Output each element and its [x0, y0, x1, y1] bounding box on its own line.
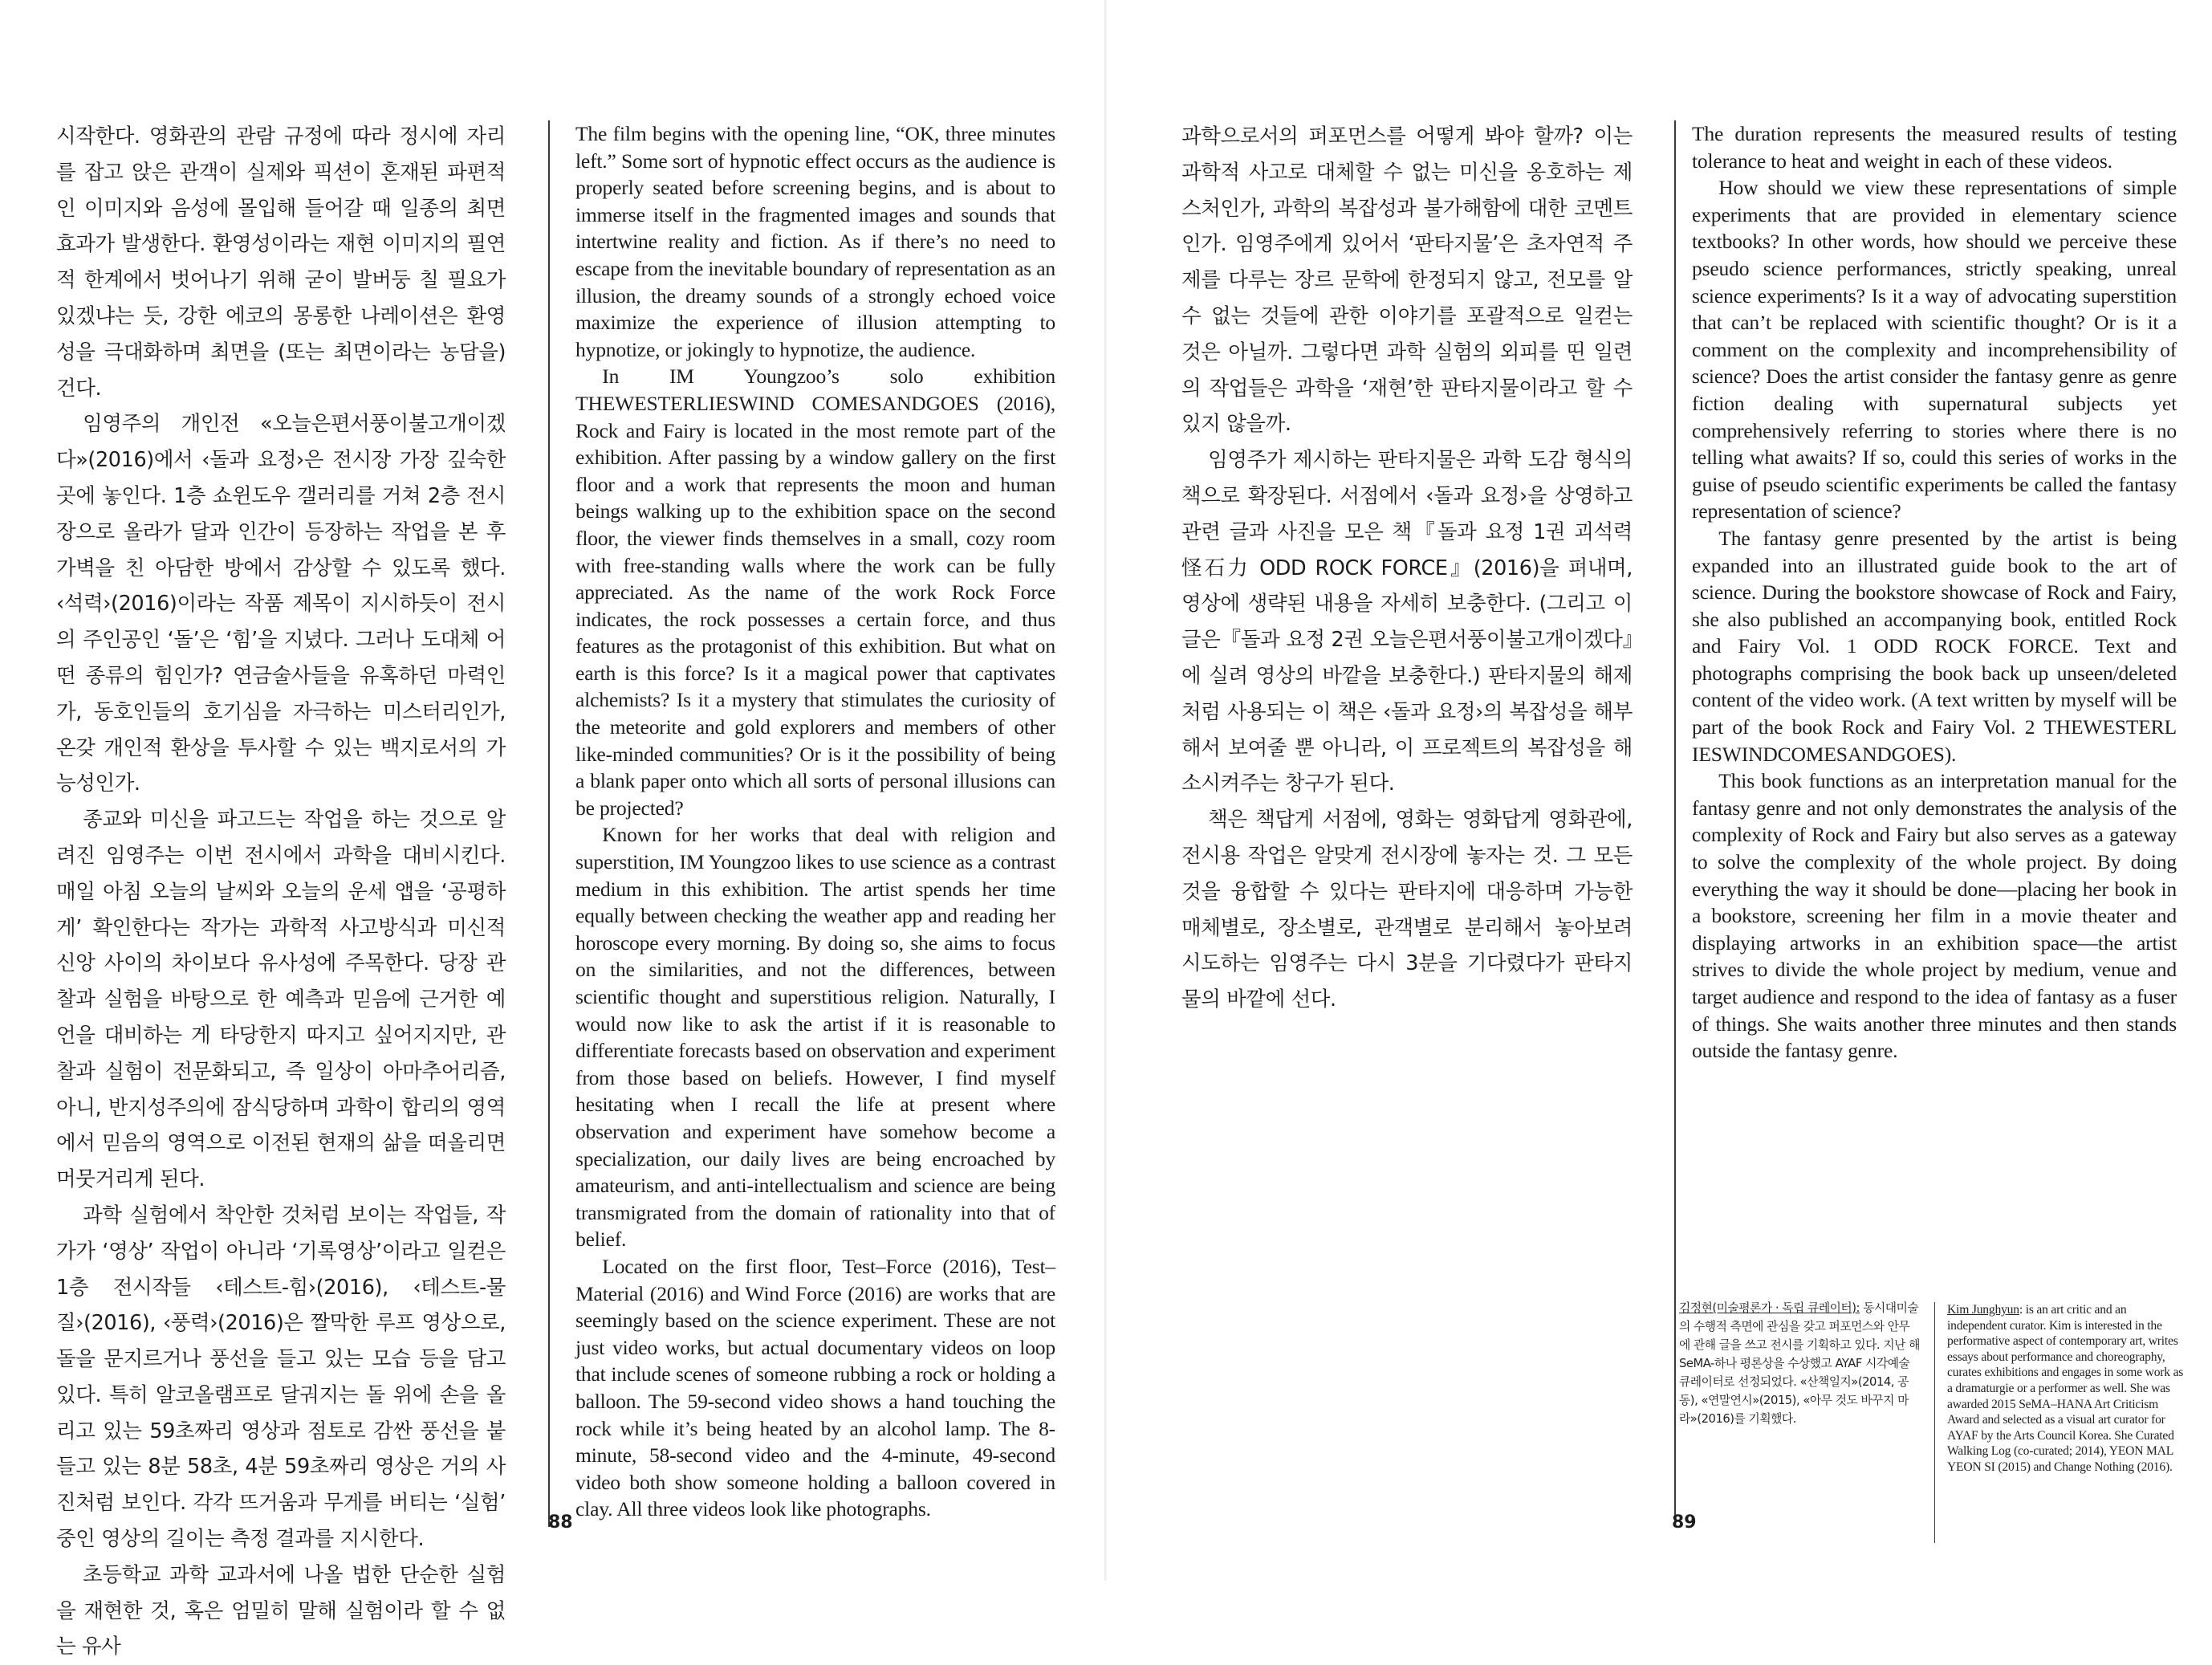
paragraph: In IM Youngzoo’s solo exhibition THEWESTERLIESWIND COMESANDGOES (2016), Rock and Fairy is located in the most remote part of the exhibition. After passing by a window gallery on the first floor and a work that represents the moon and human beings walking up to the exhibition space on the second floor, the viewer finds themselves in a small, cozy room with free-standing walls where the work can be fully appreciated. As the name of the work Rock Force indicates, the rock possesses a certain force, and thus features as the protagonist of this exhibition. But what on earth is this force? Is it a magical power that captivates alchemists? Is it a mystery that stimulates the curiosity of the meteorite and gold explorers and members of other like-minded communities? Or is it the possibility of being a blank paper onto which all sorts of personal illusions can be projected?	[575, 364, 1055, 820]
paragraph: 시작한다. 영화관의 관람 규정에 따라 정시에 자리를 잡고 앉은 관객이 실제와 픽션이 혼재된 파편적인 이미지와 음성에 몰입해 들어갈 때 일종의 최면 효과가 발생한다. 환영성이라는 재현 이미지의 필연적 한계에서 벗어나기 위해 굳이 발버둥 칠 필요가 있겠냐는 듯, 강한 에코의 몽롱한 나레이션은 환영성을 극대화하며 최면을 (또는 최면이라는 농담을) 건다.	[56, 124, 506, 401]
column-divider	[1674, 120, 1676, 1527]
paragraph: 임영주가 제시하는 판타지물은 과학 도감 형식의 책으로 확장된다. 서점에서 ‹돌과 요정›을 상영하고 관련 글과 사진을 모은 책『돌과 요정 1권 괴석력 怪石力 ODD ROCK FORCE』(2016)을 펴내며, 영상에 생략된 내용을 자세히 보충한다. (그리고 이 글은『돌과 요정 2권 오늘은편서풍이불고개이겠다』에 실려 영상의 바깥을 보충한다.) 판타지물의 해제처럼 사용되는 이 책은 ‹돌과 요정›의 복잡성을 해부해서 보여줄 뿐 아니라, 이 프로젝트의 복잡성을 해소시켜주는 창구가 된다.	[1181, 448, 1633, 796]
paragraph: How should we view these representations of simple experiments that are provided in elementary science textbooks? In other words, how should we perceive these pseudo science performances, strictly speaking, unreal science experiments? Is it a way of advocating superstition that can’t be replaced with scientific thought? Or is it a comment on the complexity and incomprehensibility of science? Does the artist consider the fantasy genre as genre fiction dealing with supernatural subjects yet comprehensively referring to stories where there is no telling what awaits? If so, could this series of works in the guise of pseudo scientific experiments be called the fantasy representation of science?	[1692, 176, 2177, 523]
author-bio-korean	[1679, 1299, 1920, 1428]
column-english-left	[575, 120, 1055, 1523]
bio-name: 김정현(미술평론가 · 독립 큐레이터):	[1679, 1301, 1860, 1315]
author-bio-english	[1947, 1302, 2188, 1476]
paragraph: 책은 책답게 서점에, 영화는 영화답게 영화관에, 전시용 작업은 알맞게 전시장에 놓자는 것. 그 모든 것을 융합할 수 있다는 판타지에 대응하며 가능한 매체별로, 장소별로, 관객별로 분리해서 놓아보려 시도하는 임영주는 다시 3분을 기다렸다가 판타지물의 바깥에 선다.	[1181, 808, 1633, 1012]
bio-divider	[1934, 1302, 1935, 1543]
bio-name: Kim Junghyun	[1947, 1303, 2019, 1317]
page-number-left: 88	[548, 1512, 573, 1533]
paragraph: Located on the first floor, Test–Force (2016), Test–Material (2016) and Wind Force (2016) are works that are seemingly based on the science experiment. These are not just video works, but actual documentary videos on loop that include scenes of someone rubbing a rock or holding a balloon. The 59-second video shows a hand touching the rock while it’s being heated by an alcohol lamp. The 8-minute, 58-second video and the 4-minute, 49-second video both show someone holding a balloon covered in clay. All three videos look like photographs.	[575, 1254, 1055, 1521]
column-english-right	[1692, 120, 2177, 1065]
bio-text: 동시대미술의 수행적 측면에 관심을 갖고 퍼포먼스와 안무에 관해 글을 쓰고 전시를 기획하고 있다. 지난 해 SeMA-하나 평론상을 수상했고 AYAF 시각예술 큐레이터로 선정되었다. «산책일지»(2014, 공동), «연말연시»(2015), «아무 것도 바꾸지 마라»(2016)를 기획했다.	[1679, 1301, 1920, 1426]
paragraph: The film begins with the opening line, “OK, three minutes left.” Some sort of hypnotic effect occurs as the audience is properly seated before screening begins, and is about to immerse itself in the fragmented images and sounds that intertwine reality and fiction. As if there’s no need to escape from the inevitable boundary of representation as an illusion, the dreamy sounds of a strongly echoed voice maximize the experience of illusion attempting to hypnotize, or jokingly to hypnotize, the audience.	[575, 122, 1055, 361]
page-number-right: 89	[1672, 1512, 1697, 1533]
column-korean-right	[1181, 119, 1633, 1018]
page-gutter	[1104, 0, 1108, 1581]
paragraph: 종교와 미신을 파고드는 작업을 하는 것으로 알려진 임영주는 이번 전시에서 과학을 대비시킨다. 매일 아침 오늘의 날씨와 오늘의 운세 앱을 ‘공평하게’ 확인한다는 작가는 과학적 사고방식과 미신적 신앙 사이의 차이보다 유사성에 주목한다. 당장 관찰과 실험을 바탕으로 한 예측과 믿음에 근거한 예언을 대비하는 게 타당한지 따지고 싶어지지만, 관찰과 실험이 전문화되고, 즉 일상이 아마추어리즘, 아니, 반지성주의에 잠식당하며 과학이 합리의 영역에서 믿음의 영역으로 이전된 현재의 삶을 떠올리면 머뭇거리게 된다.	[56, 808, 506, 1192]
paragraph: This book functions as an interpretation manual for the fantasy genre and not only demonstrates the analysis of the complexity of Rock and Fairy but also serves as a gateway to solve the complexity of the whole project. By doing everything the way it should be done—placing her book in a bookstore, screening her film in a movie theater and displaying artworks in an exhibition space—the artist strives to divide the whole project by medium, venue and target audience and respond to the idea of fantasy as a fuser of things. She waits another three minutes and then stands outside the fantasy genre.	[1692, 769, 2177, 1063]
paragraph: 임영주의 개인전 «오늘은편서풍이불고개이겠다»(2016)에서 ‹돌과 요정›은 전시장 가장 깊숙한 곳에 놓인다. 1층 쇼윈도우 갤러리를 거쳐 2층 전시장으로 올라가 달과 인간이 등장하는 작업을 본 후 가벽을 친 아담한 방에서 감상할 수 있도록 했다. ‹석력›(2016)이라는 작품 제목이 지시하듯이 전시의 주인공인 ‘돌’은 ‘힘’을 지녔다. 그러나 도대체 어떤 종류의 힘인가? 연금술사들을 유혹하던 마력인가, 동호인들의 호기심을 자극하는 미스터리인가, 온갖 개인적 환상을 투사할 수 있는 백지로서의 가능성인가.	[56, 412, 506, 796]
column-korean-left	[56, 119, 506, 1665]
paragraph: 초등학교 과학 교과서에 나올 법한 단순한 실험을 재현한 것, 혹은 엄밀히 말해 실험이라 할 수 없는 유사	[56, 1562, 506, 1659]
paragraph: The duration represents the measured results of testing tolerance to heat and weight in each of these videos.	[1692, 122, 2177, 173]
column-divider	[548, 120, 550, 1527]
paragraph: 과학 실험에서 착안한 것처럼 보이는 작업들, 작가가 ‘영상’ 작업이 아니라 ‘기록영상’이라고 일컫은 1층 전시작들 ‹테스트-힘›(2016), ‹테스트-물질›(2016), ‹풍력›(2016)은 짤막한 루프 영상으로, 돌을 문지르거나 풍선을 들고 있는 모습 등을 담고 있다. 특히 알코올램프로 달궈지는 돌 위에 손을 올리고 있는 59초짜리 영상과 점토로 감싼 풍선을 붙들고 있는 8분 58초, 4분 59초짜리 영상은 거의 사진처럼 보인다. 각각 뜨거움과 무게를 버티는 ‘실험’ 중인 영상의 길이는 측정 결과를 지시한다.	[56, 1203, 506, 1552]
paragraph: Known for her works that deal with religion and superstition, IM Youngzoo likes to use science as a contrast medium in this exhibition. The artist spends her time equally between checking the weather app and reading her horoscope every morning. By doing so, she aims to focus on the similarities, and not the differences, between scientific thought and superstitious religion. Naturally, I would now like to ask the artist if it is reasonable to differentiate forecasts based on observation and experiment from those based on beliefs. However, I find myself hesitating when I recall the life at present where observation and experiment have somehow become a specialization, our daily lives are being encroached by amateurism, and anti-intellectualism and science are being transmigrated from the domain of rationality into that of belief.	[575, 823, 1055, 1252]
paragraph: The fantasy genre presented by the artist is being expanded into an illustrated guide book to the art of science. During the bookstore showcase of Rock and Fairy, she also published an accompanying book, entitled Rock and Fairy Vol. 1 ODD ROCK FORCE. Text and photographs comprising the book back up unseen/deleted content of the video work. (A text written by myself will be part of the book Rock and Fairy Vol. 2 THEWESTERL IESWINDCOMESANDGOES).	[1692, 526, 2177, 766]
bio-text: : is an art critic and an independent curator. Kim is interested in the performative aspect of contemporary art, writes essays about performance and choreography, curates exhibitions and engages in some work as a dramaturgie or a performer as well. She was awarded 2015 SeMA–HANA Art Criticism Award and selected as a visual art curator for AYAF by the Arts Council Korea. She Curated Walking Log (co-curated; 2014), YEON MAL YEON SI (2015) and Change Nothing (2016).	[1947, 1303, 2184, 1474]
paragraph: 과학으로서의 퍼포먼스를 어떻게 봐야 할까? 이는 과학적 사고로 대체할 수 없는 미신을 옹호하는 제스처인가, 과학의 복잡성과 불가해함에 대한 코멘트인가. 임영주에게 있어서 ‘판타지물’은 초자연적 주제를 다루는 장르 문학에 한정되지 않고, 전모를 알 수 없는 것들에 관한 이야기를 포괄적으로 일컫는 것은 아닐까. 그렇다면 과학 실험의 외피를 띤 일련의 작업들은 과학을 ‘재현’한 판타지물이라고 할 수 있지 않을까.	[1181, 124, 1633, 437]
